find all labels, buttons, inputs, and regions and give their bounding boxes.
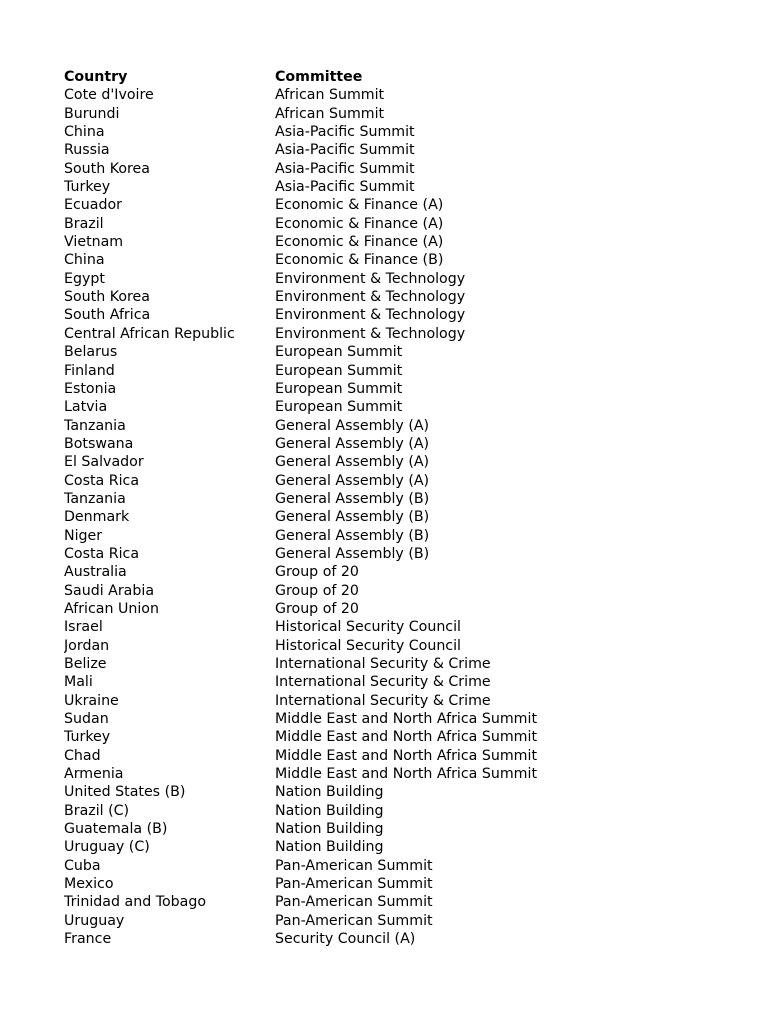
country-cell: Vietnam xyxy=(64,234,124,251)
country-cell: Turkey xyxy=(64,179,111,196)
table-row xyxy=(64,453,704,471)
committee-cell: Asia-Pacific Summit xyxy=(275,179,415,196)
country-cell: Brazil xyxy=(64,215,104,232)
committee-cell: African Summit xyxy=(275,105,385,122)
committee-cell: Middle East and North Africa Summit xyxy=(275,711,538,728)
table-row xyxy=(64,215,704,233)
committee-cell: Environment & Technology xyxy=(275,270,466,287)
country-column-header: Country xyxy=(64,69,128,85)
country-cell: Mexico xyxy=(64,876,114,893)
table-row xyxy=(64,141,704,159)
country-cell: South Africa xyxy=(64,307,151,324)
country-cell: Uruguay xyxy=(64,912,125,929)
country-committee-table xyxy=(64,68,704,949)
committee-cell: General Assembly (A) xyxy=(275,454,430,471)
country-cell: Belize xyxy=(64,656,107,672)
committee-cell: Nation Building xyxy=(275,784,384,801)
table-row xyxy=(64,875,704,893)
country-cell: Central African Republic xyxy=(64,325,235,342)
table-row xyxy=(64,838,704,856)
committee-cell: Asia-Pacific Summit xyxy=(275,160,415,177)
table-header-row xyxy=(64,68,704,86)
table-row xyxy=(64,472,704,490)
table-row xyxy=(64,362,704,380)
country-cell: Ecuador xyxy=(64,197,122,214)
table-row xyxy=(64,380,704,398)
country-cell: Finland xyxy=(64,362,115,379)
country-cell: Israel xyxy=(64,619,103,636)
committee-cell: European Summit xyxy=(275,362,403,379)
country-cell: Tanzania xyxy=(64,417,126,434)
committee-cell: Group of 20 xyxy=(275,582,359,599)
committee-cell: European Summit xyxy=(275,399,403,416)
committee-cell: General Assembly (B) xyxy=(275,509,430,526)
table-row xyxy=(64,582,704,600)
table-row xyxy=(64,728,704,746)
committee-cell: Nation Building xyxy=(275,839,384,856)
country-cell: Brazil (C) xyxy=(64,802,130,819)
table-row xyxy=(64,710,704,728)
table-row xyxy=(64,398,704,416)
country-cell: China xyxy=(64,124,105,141)
country-cell: Mali xyxy=(64,674,93,691)
committee-cell: Historical Security Council xyxy=(275,619,461,636)
country-cell: Estonia xyxy=(64,380,117,397)
committee-cell: Asia-Pacific Summit xyxy=(275,142,415,159)
committee-cell: General Assembly (B) xyxy=(275,490,430,507)
country-cell: Ukraine xyxy=(64,692,119,709)
country-cell: Uruguay (C) xyxy=(64,839,150,856)
table-body xyxy=(64,86,704,948)
country-cell: Turkey xyxy=(64,729,111,746)
committee-cell: Economic & Finance (A) xyxy=(275,197,444,214)
committee-cell: Pan-American Summit xyxy=(275,912,433,929)
country-cell: Cuba xyxy=(64,857,101,874)
committee-cell: Middle East and North Africa Summit xyxy=(275,766,538,783)
table-row xyxy=(64,893,704,911)
table-row xyxy=(64,545,704,563)
country-cell: Jordan xyxy=(64,637,110,654)
committee-cell: Pan-American Summit xyxy=(275,857,433,874)
country-cell: France xyxy=(64,931,112,948)
country-cell: Niger xyxy=(64,527,103,544)
table-row xyxy=(64,160,704,178)
table-row xyxy=(64,930,704,948)
country-cell: Belarus xyxy=(64,344,118,361)
country-cell: China xyxy=(64,252,105,269)
table-row xyxy=(64,637,704,655)
committee-cell: Historical Security Council xyxy=(275,637,461,654)
committee-column-header: Committee xyxy=(275,69,363,85)
country-cell: South Korea xyxy=(64,160,150,177)
country-cell: El Salvador xyxy=(64,454,144,471)
table-row xyxy=(64,196,704,214)
table-row xyxy=(64,783,704,801)
table-row xyxy=(64,105,704,123)
country-cell: Denmark xyxy=(64,509,130,526)
committee-cell: Middle East and North Africa Summit xyxy=(275,747,538,764)
committee-cell: European Summit xyxy=(275,380,403,397)
country-cell: Egypt xyxy=(64,270,105,287)
country-cell: Costa Rica xyxy=(64,545,140,562)
country-cell: Australia xyxy=(64,564,127,581)
committee-cell: Group of 20 xyxy=(275,564,359,581)
country-cell: Trinidad and Tobago xyxy=(64,894,207,911)
committee-cell: International Security & Crime xyxy=(275,656,491,672)
table-row xyxy=(64,912,704,930)
committee-cell: Economic & Finance (B) xyxy=(275,252,444,269)
table-row xyxy=(64,123,704,141)
table-row xyxy=(64,600,704,618)
table-row xyxy=(64,435,704,453)
table-row xyxy=(64,527,704,545)
committee-cell: General Assembly (A) xyxy=(275,417,430,434)
country-cell: Burundi xyxy=(64,105,120,122)
committee-cell: Environment & Technology xyxy=(275,289,466,306)
committee-cell: African Summit xyxy=(275,87,385,104)
country-cell: United States (B) xyxy=(64,784,186,801)
country-cell: African Union xyxy=(64,600,159,617)
table-row xyxy=(64,306,704,324)
committee-cell: General Assembly (B) xyxy=(275,527,430,544)
committee-cell: Economic & Finance (A) xyxy=(275,215,444,232)
table-row xyxy=(64,747,704,765)
committee-cell: Security Council (A) xyxy=(275,931,416,948)
committee-cell: General Assembly (A) xyxy=(275,435,430,452)
committee-cell: Middle East and North Africa Summit xyxy=(275,729,538,746)
country-cell: Sudan xyxy=(64,711,109,728)
table-row xyxy=(64,692,704,710)
table-row xyxy=(64,618,704,636)
table-row xyxy=(64,508,704,526)
country-cell: Armenia xyxy=(64,766,124,783)
committee-cell: Asia-Pacific Summit xyxy=(275,124,415,141)
committee-cell: International Security & Crime xyxy=(275,692,491,709)
committee-cell: Group of 20 xyxy=(275,600,359,617)
table-row xyxy=(64,288,704,306)
table-row xyxy=(64,178,704,196)
table-row xyxy=(64,655,704,673)
country-cell: Costa Rica xyxy=(64,472,140,489)
country-cell: Saudi Arabia xyxy=(64,582,155,599)
country-cell: South Korea xyxy=(64,289,150,306)
table-row xyxy=(64,857,704,875)
table-row xyxy=(64,820,704,838)
committee-cell: International Security & Crime xyxy=(275,674,491,691)
country-cell: Cote d'Ivoire xyxy=(64,87,154,104)
committee-cell: General Assembly (A) xyxy=(275,472,430,489)
country-cell: Chad xyxy=(64,747,101,764)
committee-cell: Environment & Technology xyxy=(275,325,466,342)
country-cell: Tanzania xyxy=(64,490,126,507)
table-row xyxy=(64,270,704,288)
committee-cell: Economic & Finance (A) xyxy=(275,234,444,251)
country-cell: Guatemala (B) xyxy=(64,821,168,838)
committee-cell: European Summit xyxy=(275,344,403,361)
committee-cell: Nation Building xyxy=(275,821,384,838)
table-row xyxy=(64,251,704,269)
country-cell: Russia xyxy=(64,142,110,159)
table-row xyxy=(64,673,704,691)
committee-cell: Environment & Technology xyxy=(275,307,466,324)
table-row xyxy=(64,417,704,435)
table-row xyxy=(64,802,704,820)
table-row xyxy=(64,490,704,508)
table-row xyxy=(64,343,704,361)
table-row xyxy=(64,765,704,783)
committee-cell: General Assembly (B) xyxy=(275,545,430,562)
country-cell: Latvia xyxy=(64,399,108,416)
committee-cell: Nation Building xyxy=(275,802,384,819)
committee-cell: Pan-American Summit xyxy=(275,894,433,911)
table-row xyxy=(64,563,704,581)
table-row xyxy=(64,325,704,343)
committee-cell: Pan-American Summit xyxy=(275,876,433,893)
table-row xyxy=(64,233,704,251)
country-cell: Botswana xyxy=(64,435,134,452)
table-row xyxy=(64,86,704,104)
